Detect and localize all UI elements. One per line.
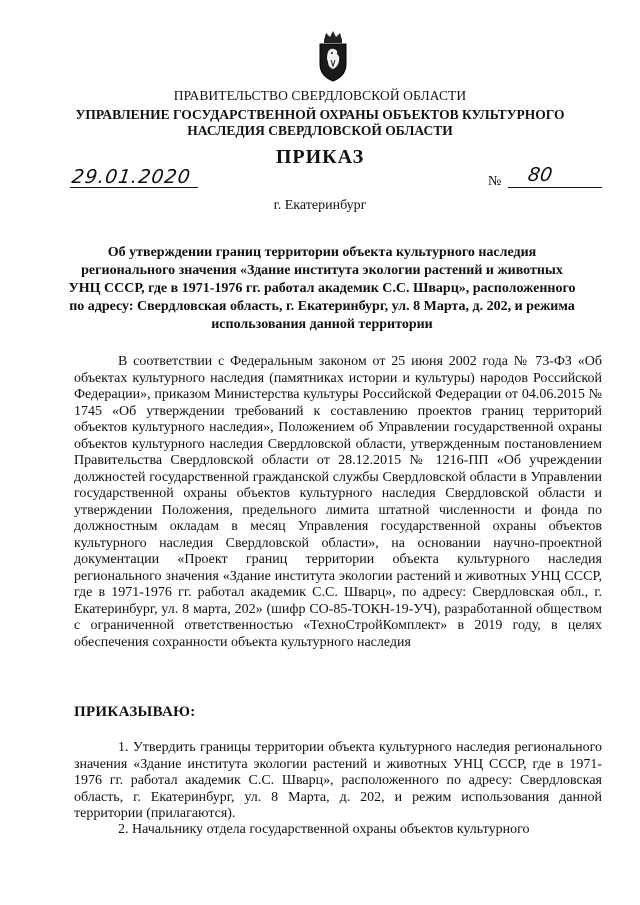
handwritten-date: 29.01.2020 [70, 166, 193, 188]
date-underline [70, 187, 198, 188]
preamble-paragraph: В соответствии с Федеральным законом от 25 июня 2002 года № 73-ФЗ «Об объектах культурного наследия (памятниках истории и культуры) народов Российской Федерации», приказом Министерства культуры Российской Федерации от 04.06.2015 № 1745 «Об утверждении требований к составлению проектов границ территорий объектов культурного наследия», Положением об Управлении государственной охраны объектов культурного наследия Свердловской области, утвержденным постановлением Правительства Свердловской области от 28.12.2015 № 1216-ПП «Об учреждении должностей государственной гражданской службы Свердловской области в Управлении государственной охраны объектов культурного наследия Свердловской области и утверждении Положения, предельного лимита штатной численности и фонда по должностным окладам в месяц Управления государственной охраны объектов культурного наследия Свердловской области», на основании научно-проектной документации «Проект границ территории объекта культурного наследия регионального значения «Здание института экологии растений и животных УНЦ СССР, где в 1971-1976 гг. работал академик С.С. Шварц», по адресу: Свердловская обл., г. Екатеринбург, ул. 8 марта, 202» (шифр СО-85-ТОКН-19-УЧ), разработанной обществом с ограниченной ответственностью «ТехноСтройКомплект» в 2019 году, в целях обеспечения сохранности объекта культурного наследия [74, 354, 602, 650]
number-underline [508, 187, 602, 188]
order-item: 2. Начальнику отдела государственной охраны объектов культурного [118, 822, 530, 837]
city-line: г. Екатеринбург [273, 198, 367, 213]
number-label: № [488, 174, 502, 189]
coat-of-arms-icon [316, 30, 350, 82]
government-name: ПРАВИТЕЛЬСТВО СВЕРДЛОВСКОЙ ОБЛАСТИ [173, 88, 467, 103]
document-type-title: ПРИКАЗ [275, 146, 365, 168]
order-heading: ПРИКАЗЫВАЮ: [74, 704, 196, 720]
order-item: 1. Утвердить границы территории объекта культурного наследия регионального значения «Здание института экологии растений и животных УНЦ СССР, где в 1971-1976 гг. работал академик С.С. Шварц», расположенного по адресу: Свердловская область, г. Екатеринбург, ул. 8 Марта, д. 202, и режим использования данной территории (прилагаются). [74, 740, 602, 821]
order-subject: Об утверждении границ территории объекта культурного наследия регионального значения «Здание института экологии растений и животных УНЦ СССР, где в 1971-1976 гг. работал академик С.С. Шварц», расположенного по адресу: Свердловская область, г. Екатеринбург, ул. 8 Марта, д. 202, и режима использования данной территории [68, 245, 576, 332]
department-name: УПРАВЛЕНИЕ ГОСУДАРСТВЕННОЙ ОХРАНЫ ОБЪЕКТОВ КУЛЬТУРНОГО НАСЛЕДИЯ СВЕРДЛОВСКОЙ ОБЛАСТИ [75, 107, 565, 138]
handwritten-number: 80 [526, 164, 554, 186]
